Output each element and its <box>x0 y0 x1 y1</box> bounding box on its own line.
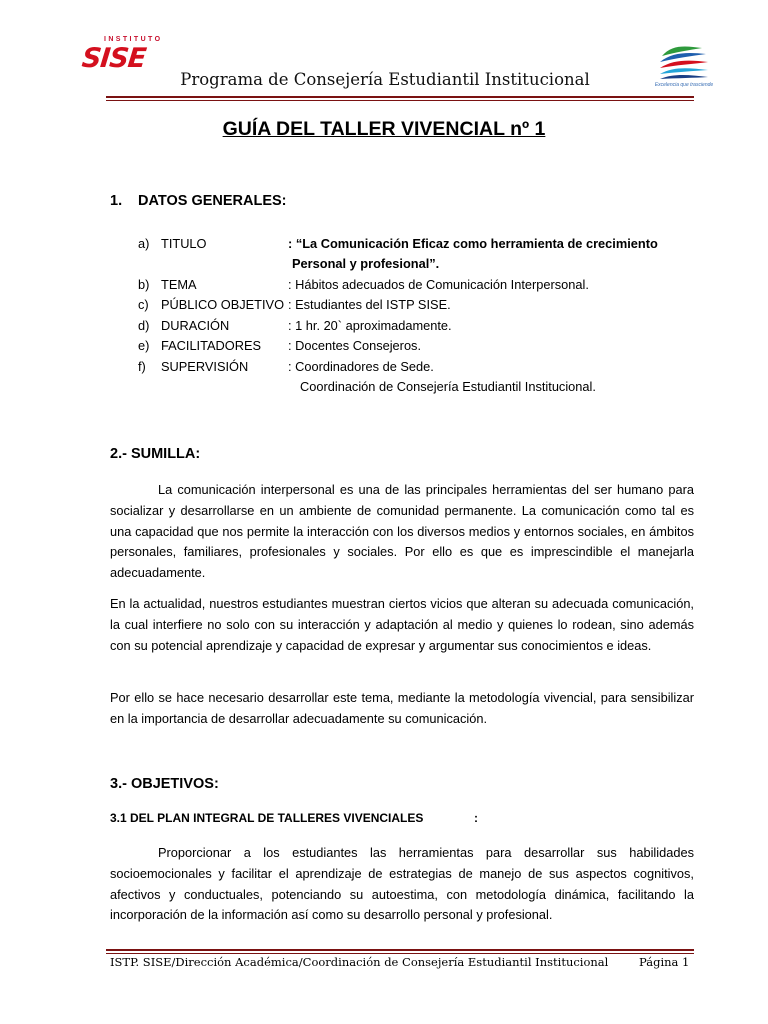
wave-logo-icon <box>650 42 718 82</box>
item-key: FACILITADORES <box>161 338 262 353</box>
document-title: GUÍA DEL TALLER VIVENCIAL nº 1 <box>222 118 546 140</box>
objetivos-paragraph: Proporcionar a los estudiantes las herramientas para desarrollar sus habilidades socioemocionales y facilitar el aprendizaje de estrategias de manejo de sus aspectos cognitivos, afectivos y conductuales, potenciando su autoestima, con metodología dinámica, facilitando la incorporación de la información así como su desarrollo personal y profesional. <box>110 845 694 923</box>
item-letter: b) <box>138 277 150 292</box>
footer-rule <box>106 949 694 951</box>
item-letter: a) <box>138 236 150 251</box>
page-number: Página 1 <box>639 955 690 969</box>
sise-logo <box>80 36 182 74</box>
item-key: SUPERVISIÓN <box>161 359 249 374</box>
section-heading-objetivos: 3.- OBJETIVOS: <box>110 776 219 792</box>
item-value: : Estudiantes del ISTP SISE. <box>288 297 451 312</box>
item-letter: e) <box>138 338 150 353</box>
item-value: : Coordinadores de Sede. <box>288 359 434 374</box>
item-value-cont: Personal y profesional”. <box>292 256 440 271</box>
subsection-colon: : <box>474 811 478 825</box>
logo-brand-text: SISE <box>80 43 148 74</box>
item-value: : Hábitos adecuados de Comunicación Interpersonal. <box>288 277 589 292</box>
header-rule <box>106 96 694 98</box>
item-letter: f) <box>138 359 146 374</box>
subsection-heading: 3.1 DEL PLAN INTEGRAL DE TALLERES VIVENCIALES <box>110 811 424 825</box>
footer-rule-thin <box>106 953 694 954</box>
sumilla-paragraph: En la actualidad, nuestros estudiantes muestran ciertos vicios que alteran su adecuada comunicación, la cual interfiere no solo con su interacción y adaptación al medio y quienes lo rodean, sino además con su potencial aprendizaje y capacidad de expresar y argumentar sus conocimientos e ideas. <box>110 596 694 653</box>
item-key: PÚBLICO OBJETIVO <box>161 297 285 312</box>
section-number: 1. <box>110 193 123 209</box>
item-letter: d) <box>138 318 150 333</box>
sumilla-paragraph: Por ello se hace necesario desarrollar este tema, mediante la metodología vivencial, para sensibilizar en la importancia de desarrollar adecuadamente su comunicación. <box>110 690 694 726</box>
section-heading-datos-generales: DATOS GENERALES: <box>138 193 287 209</box>
item-key: TEMA <box>161 277 197 292</box>
header-rule-thin <box>106 100 694 101</box>
sumilla-paragraph: La comunicación interpersonal es una de las principales herramientas del ser humano para socializar y desarrollarse en un ambiente de comunidad permanente. La comunicación como tal es una capacidad que nos permite la interacción con los diversos medios y entornos sociales, en ámbitos personales, familiares, profesionales y sociales. Por ello es que es imprescindible el manejarla adecuadamente. <box>110 482 694 581</box>
logo-institute-text: INSTITUTO <box>104 36 163 43</box>
logo-slogan: Excelencia que trasciende <box>654 82 714 88</box>
section-heading-sumilla: 2.- SUMILLA: <box>110 446 201 462</box>
item-value: : Docentes Consejeros. <box>288 338 422 353</box>
institution-wave-logo <box>650 42 718 94</box>
item-value-cont: Coordinación de Consejería Estudiantil Institucional. <box>300 379 596 394</box>
item-key: TITULO <box>161 236 207 251</box>
item-key: DURACIÓN <box>161 318 230 333</box>
item-letter: c) <box>138 297 149 312</box>
item-value: : 1 hr. 20` aproximadamente. <box>288 318 452 333</box>
header-title: Programa de Consejería Estudiantil Institucional <box>180 70 590 89</box>
item-value: : “La Comunicación Eficaz como herramienta de crecimiento <box>288 236 658 251</box>
footer-text: ISTP. SISE/Dirección Académica/Coordinación de Consejería Estudiantil Institucional <box>110 955 609 969</box>
